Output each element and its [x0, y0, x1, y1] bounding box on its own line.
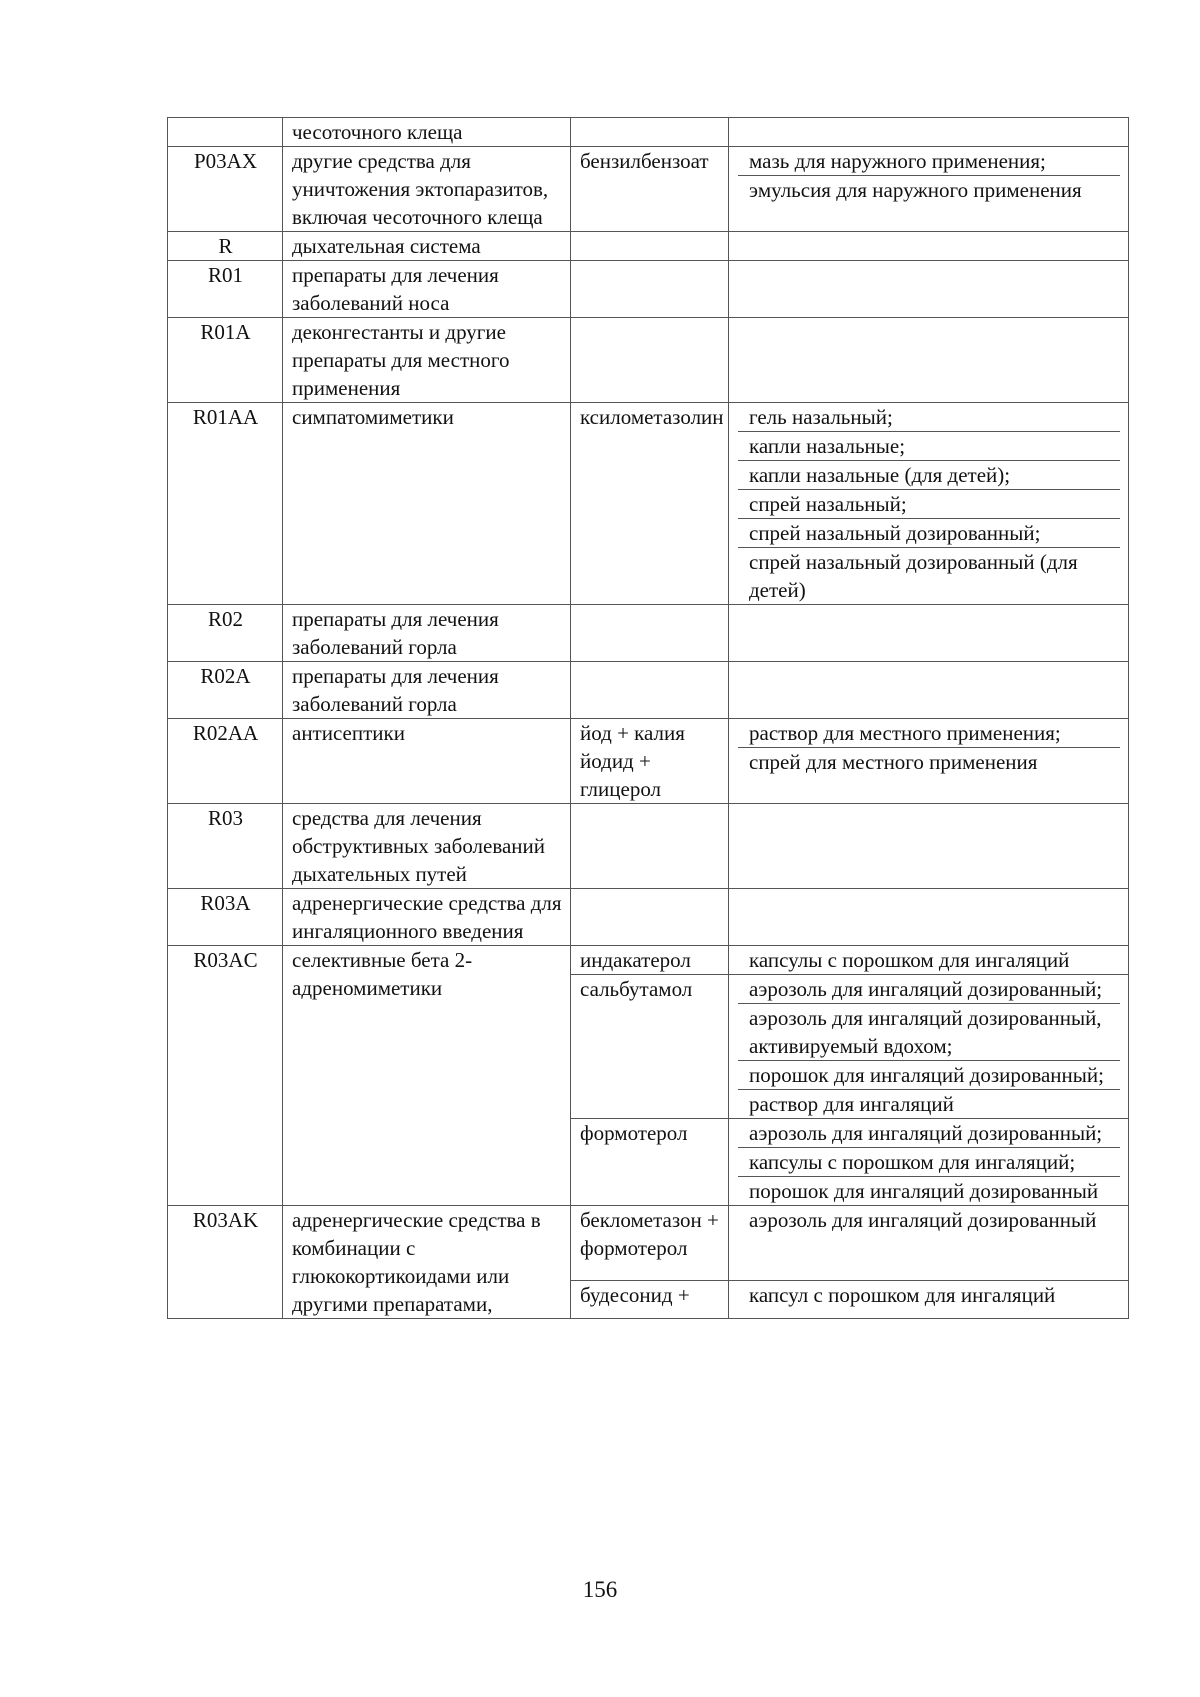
- anatomical-group-cell: другие средства для уничтожения эктопаразитов, включая чесоточного клеща: [283, 147, 571, 232]
- drug-name-cell: [571, 662, 729, 719]
- dosage-form-cell: [729, 1280, 1129, 1318]
- dosage-form-item: спрей назальный дозированный (для детей): [749, 550, 1078, 602]
- anatomical-group-cell: препараты для лечения заболеваний горла: [283, 605, 571, 662]
- atc-code-cell: P03AX: [168, 147, 283, 232]
- table-row: [168, 804, 1129, 889]
- table-row: [168, 889, 1129, 946]
- table-body: [168, 118, 1129, 1319]
- dosage-form-cell: [729, 118, 1129, 147]
- dosage-form-item: аэрозоль для ингаляций дозированный;: [738, 975, 1120, 1004]
- dosage-form-cell: [729, 1119, 1129, 1206]
- dosage-form-item: капсул с порошком для ингаляций: [749, 1282, 1056, 1307]
- dosage-form-cell: [729, 605, 1129, 662]
- table-row: [168, 719, 1129, 804]
- table-row: [168, 662, 1129, 719]
- dosage-form-cell: [729, 662, 1129, 719]
- dosage-form-cell: [729, 889, 1129, 946]
- dosage-form-item: капли назальные;: [738, 432, 1120, 461]
- dosage-form-item: спрей назальный;: [738, 490, 1120, 519]
- anatomical-group-cell: селективные бета 2-адреномиметики: [283, 946, 571, 1206]
- drug-name-cell: [571, 804, 729, 889]
- dosage-form-cell: [729, 804, 1129, 889]
- dosage-form-cell: [729, 975, 1129, 1119]
- anatomical-group-cell: деконгестанты и другие препараты для местного применения: [283, 318, 571, 403]
- dosage-form-item: капли назальные (для детей);: [738, 461, 1120, 490]
- dosage-form-item: спрей назальный дозированный;: [738, 519, 1120, 548]
- drug-name-cell: [571, 605, 729, 662]
- drug-name-cell: [571, 232, 729, 261]
- anatomical-group-cell: чесоточного клеща: [283, 118, 571, 147]
- anatomical-group-cell: адренергические средства для ингаляционного введения: [283, 889, 571, 946]
- table-row: [168, 147, 1129, 232]
- anatomical-group-cell: средства для лечения обструктивных заболеваний дыхательных путей: [283, 804, 571, 889]
- dosage-form-item: капсулы с порошком для ингаляций: [749, 948, 1070, 972]
- dosage-form-item: гель назальный;: [738, 403, 1120, 432]
- drug-name-cell: формотерол: [571, 1119, 729, 1206]
- anatomical-group-cell: дыхательная система: [283, 232, 571, 261]
- drug-name-cell: [571, 261, 729, 318]
- dosage-form-cell: [729, 403, 1129, 605]
- atc-code-cell: R03A: [168, 889, 283, 946]
- atc-drug-table: [167, 117, 1129, 1319]
- anatomical-group-cell: антисептики: [283, 719, 571, 804]
- atc-code-cell: R01A: [168, 318, 283, 403]
- atc-code-cell: R03AK: [168, 1206, 283, 1319]
- atc-code-cell: [168, 118, 283, 147]
- dosage-form-item: капсулы с порошком для ингаляций;: [738, 1148, 1120, 1177]
- atc-code-cell: R01AA: [168, 403, 283, 605]
- drug-name-cell: [571, 889, 729, 946]
- table-row: [168, 261, 1129, 318]
- dosage-form-cell: [729, 232, 1129, 261]
- drug-name-cell: индакатерол: [571, 946, 729, 975]
- atc-code-cell: R01: [168, 261, 283, 318]
- anatomical-group-cell: симпатомиметики: [283, 403, 571, 605]
- drug-name-cell: ксилометазолин: [571, 403, 729, 605]
- atc-code-cell: R03AC: [168, 946, 283, 1206]
- drug-name-cell: [571, 318, 729, 403]
- dosage-form-item: порошок для ингаляций дозированный;: [738, 1061, 1120, 1090]
- page-number: 156: [582, 1577, 618, 1602]
- dosage-form-item: аэрозоль для ингаляций дозированный: [749, 1208, 1097, 1232]
- table-row: [168, 605, 1129, 662]
- dosage-form-item: раствор для ингаляций: [749, 1092, 954, 1116]
- dosage-form-item: мазь для наружного применения;: [738, 147, 1120, 176]
- table-row: [168, 118, 1129, 147]
- table-row: [168, 1206, 1129, 1281]
- drug-name-cell: йод + калия йодид + глицерол: [571, 719, 729, 804]
- dosage-form-item: эмульсия для наружного применения: [749, 178, 1082, 202]
- drug-name-cell: будесонид +: [571, 1280, 729, 1318]
- dosage-form-cell: [729, 147, 1129, 232]
- anatomical-group-cell: препараты для лечения заболеваний горла: [283, 662, 571, 719]
- atc-code-cell: R: [168, 232, 283, 261]
- dosage-form-item: спрей для местного применения: [749, 750, 1038, 774]
- dosage-form-cell: [729, 261, 1129, 318]
- table-row: [168, 946, 1129, 975]
- drug-name-cell: [571, 118, 729, 147]
- table-row: [168, 318, 1129, 403]
- atc-code-cell: R02AA: [168, 719, 283, 804]
- dosage-form-cell: [729, 318, 1129, 403]
- drug-name-cell: бензилбензоат: [571, 147, 729, 232]
- atc-code-cell: R03: [168, 804, 283, 889]
- drug-name-cell: сальбутамол: [571, 975, 729, 1119]
- anatomical-group-cell: адренергические средства в комбинации с глюкокортикоидами или другими препаратами,: [283, 1206, 571, 1319]
- dosage-form-item: раствор для местного применения;: [738, 719, 1120, 748]
- dosage-form-cell: [729, 946, 1129, 975]
- table-row: [168, 232, 1129, 261]
- atc-code-cell: R02A: [168, 662, 283, 719]
- drug-name-cell: беклометазон + формотерол: [571, 1206, 729, 1281]
- dosage-form-item: аэрозоль для ингаляций дозированный;: [738, 1119, 1120, 1148]
- anatomical-group-cell: препараты для лечения заболеваний носа: [283, 261, 571, 318]
- dosage-form-cell: [729, 719, 1129, 804]
- table-row: [168, 403, 1129, 605]
- dosage-form-item: порошок для ингаляций дозированный: [749, 1179, 1099, 1203]
- atc-code-cell: R02: [168, 605, 283, 662]
- dosage-form-item: аэрозоль для ингаляций дозированный, активируемый вдохом;: [738, 1004, 1120, 1061]
- dosage-form-cell: [729, 1206, 1129, 1281]
